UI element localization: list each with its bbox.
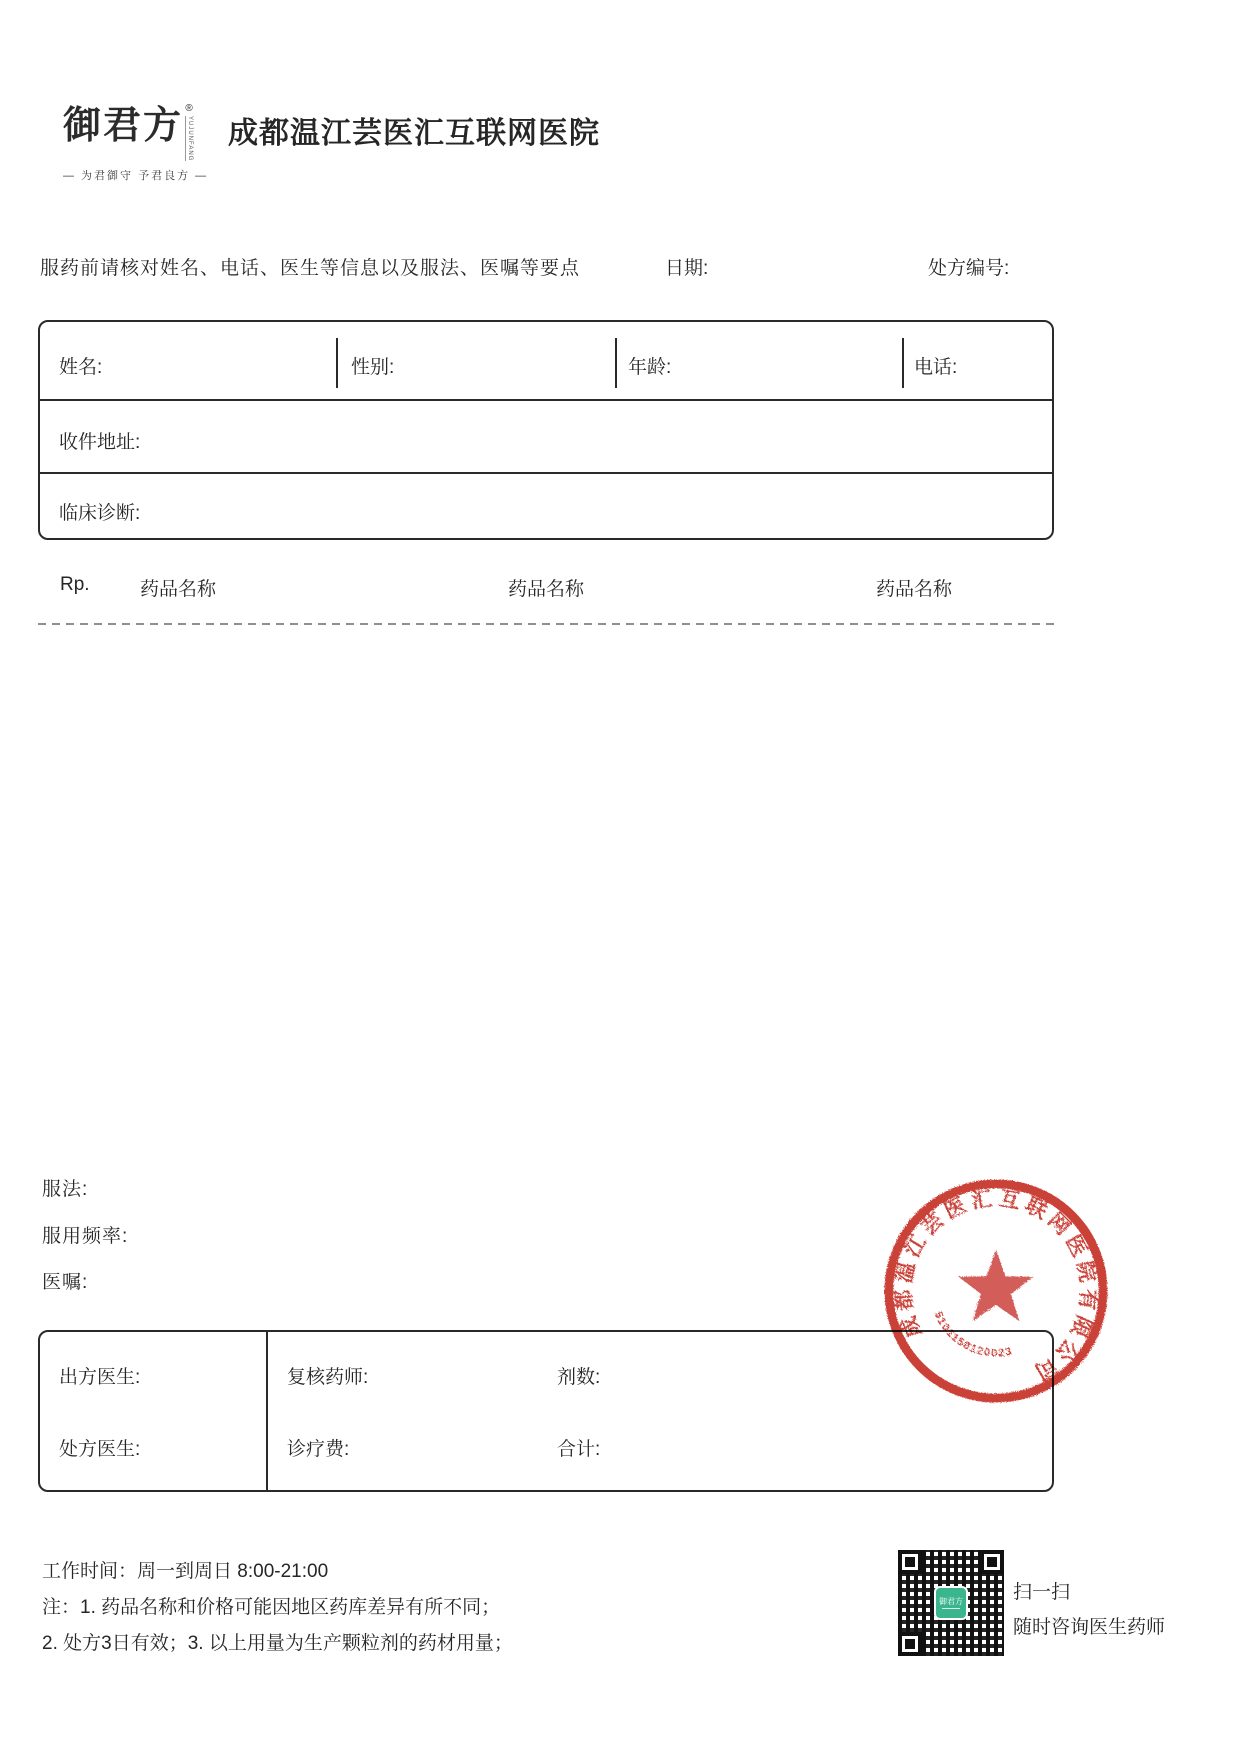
patient-info-box bbox=[38, 320, 1054, 540]
footnote-line1: 注：1. 药品名称和价格可能因地区药库差异有所不同； bbox=[42, 1597, 501, 1618]
usage-method-label: 服法: bbox=[42, 1179, 89, 1200]
qr-center-brand-logo bbox=[934, 1586, 968, 1620]
clinical-diagnosis-label: 临床诊断: bbox=[59, 503, 141, 524]
seal-star-icon bbox=[958, 1249, 1033, 1321]
brand-pinyin-vertical-text: YUJUNFANG bbox=[187, 116, 194, 162]
dose-count-label: 剂数: bbox=[557, 1367, 601, 1388]
consult-caption: 随时咨询医生药师 bbox=[1013, 1617, 1166, 1638]
issuing-doctor-label: 出方医生: bbox=[59, 1367, 141, 1388]
verification-notice: 服药前请核对姓名、电话、医生等信息以及服法、医嘱等要点 bbox=[40, 258, 581, 279]
prescribing-doctor-label: 处方医生: bbox=[59, 1439, 141, 1460]
qr-code bbox=[898, 1550, 1004, 1656]
patient-gender-label: 性别: bbox=[351, 357, 395, 378]
qr-finder-icon bbox=[898, 1632, 922, 1656]
row-divider bbox=[40, 472, 1052, 474]
patient-phone-label: 电话: bbox=[914, 357, 958, 378]
drug-name-column-header: 药品名称 bbox=[140, 579, 217, 600]
drug-name-column-header: 药品名称 bbox=[876, 579, 953, 600]
registered-trademark-mark: ® bbox=[185, 103, 193, 114]
brand-logo bbox=[63, 104, 208, 183]
official-seal-stamp bbox=[881, 1176, 1111, 1406]
hospital-name-title: 成都温江芸医汇互联网医院 bbox=[228, 117, 600, 150]
usage-frequency-label: 服用频率: bbox=[42, 1226, 129, 1247]
footnote-line2: 2. 处方3日有效；3. 以上用量为生产颗粒剂的药材用量； bbox=[42, 1633, 513, 1654]
brand-tagline: — 为君御守 予君良方 — bbox=[63, 170, 209, 183]
work-hours-text: 工作时间：周一到周日 8:00-21:00 bbox=[42, 1561, 329, 1582]
total-label: 合计: bbox=[557, 1439, 601, 1460]
qr-logo-underline bbox=[942, 1608, 960, 1609]
dashed-divider bbox=[38, 623, 1058, 625]
patient-age-label: 年龄: bbox=[628, 357, 672, 378]
scan-caption: 扫一扫 bbox=[1013, 1582, 1071, 1603]
patient-name-label: 姓名: bbox=[59, 357, 103, 378]
reviewing-pharmacist-label: 复核药师: bbox=[287, 1367, 369, 1388]
consultation-fee-label: 诊疗费: bbox=[287, 1439, 350, 1460]
prescription-number-label: 处方编号: bbox=[928, 258, 1010, 279]
doctor-advice-label: 医嘱: bbox=[42, 1272, 89, 1293]
column-divider bbox=[615, 338, 617, 388]
seal-ring-text: 成都温江芸医汇互联网医院有限公司 bbox=[892, 1186, 1101, 1387]
drug-name-column-header: 药品名称 bbox=[508, 579, 585, 600]
column-divider bbox=[336, 338, 338, 388]
brand-logo-text: 御君方 bbox=[63, 102, 184, 147]
rp-label: Rp. bbox=[60, 574, 90, 595]
brand-logo-main bbox=[63, 104, 208, 161]
qr-finder-icon bbox=[898, 1550, 922, 1574]
row-divider bbox=[40, 399, 1052, 401]
seal-serial-number: 5101150120023 bbox=[931, 1309, 1015, 1360]
qr-finder-icon bbox=[980, 1550, 1004, 1574]
shipping-address-label: 收件地址: bbox=[59, 432, 141, 453]
qr-center-brand-text: 御君方 bbox=[939, 1597, 963, 1606]
brand-logo-side bbox=[185, 104, 193, 161]
date-label: 日期: bbox=[665, 258, 709, 279]
column-divider bbox=[266, 1332, 268, 1490]
svg-text:5101150120023 bbox=[932, 1310, 1014, 1360]
column-divider bbox=[902, 338, 904, 388]
